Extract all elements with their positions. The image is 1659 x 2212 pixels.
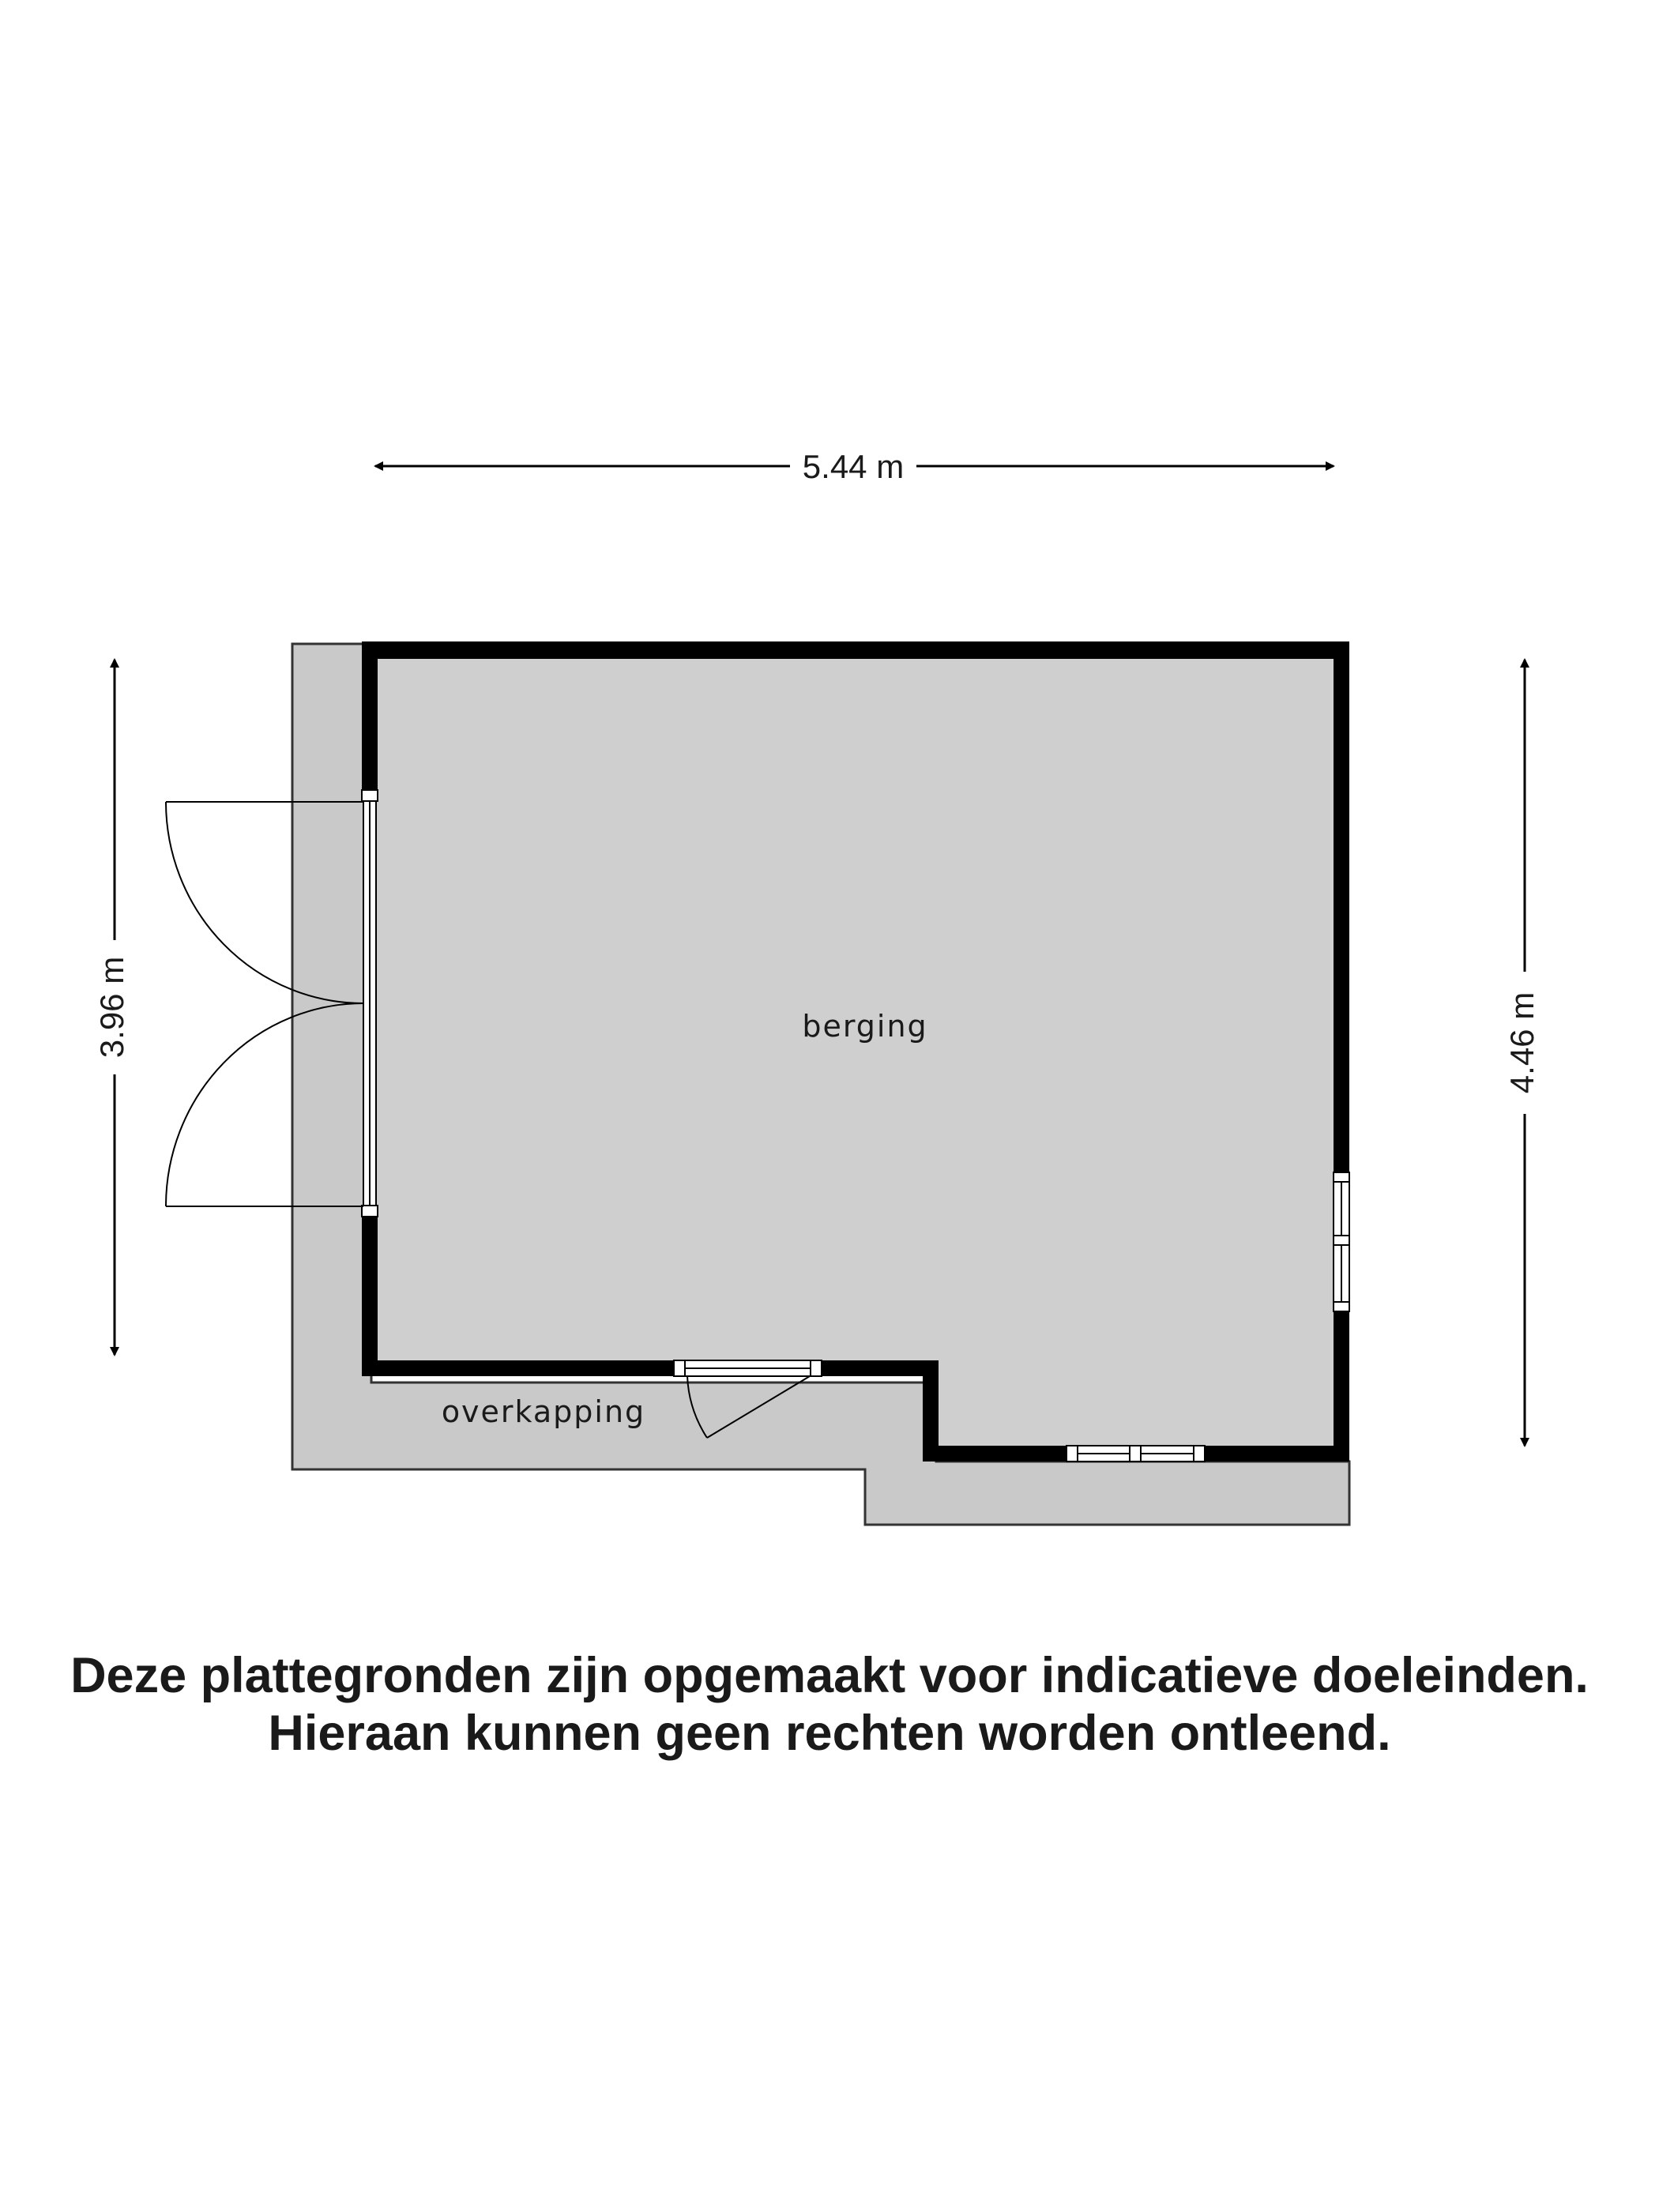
- bottom-window: [1066, 1446, 1205, 1462]
- left-height-dimension: [93, 660, 130, 1355]
- room-label-storage: berging: [802, 1009, 928, 1044]
- right-window: [1334, 1172, 1349, 1311]
- disclaimer-line-2: Hieraan kunnen geen rechten worden ontleend.: [268, 1706, 1391, 1761]
- room-label-canopy: overkapping: [441, 1394, 646, 1429]
- right-height-dimension: [1503, 660, 1540, 1446]
- right-height-label: 4.46 m: [1503, 991, 1541, 1094]
- left-height-label: 3.96 m: [93, 956, 131, 1059]
- storage-floor: [371, 652, 1343, 1458]
- disclaimer-line-1: Deze plattegronden zijn opgemaakt voor indicatieve doeleinden.: [70, 1648, 1589, 1703]
- width-dimension: [375, 448, 1334, 485]
- width-label: 5.44 m: [802, 448, 905, 485]
